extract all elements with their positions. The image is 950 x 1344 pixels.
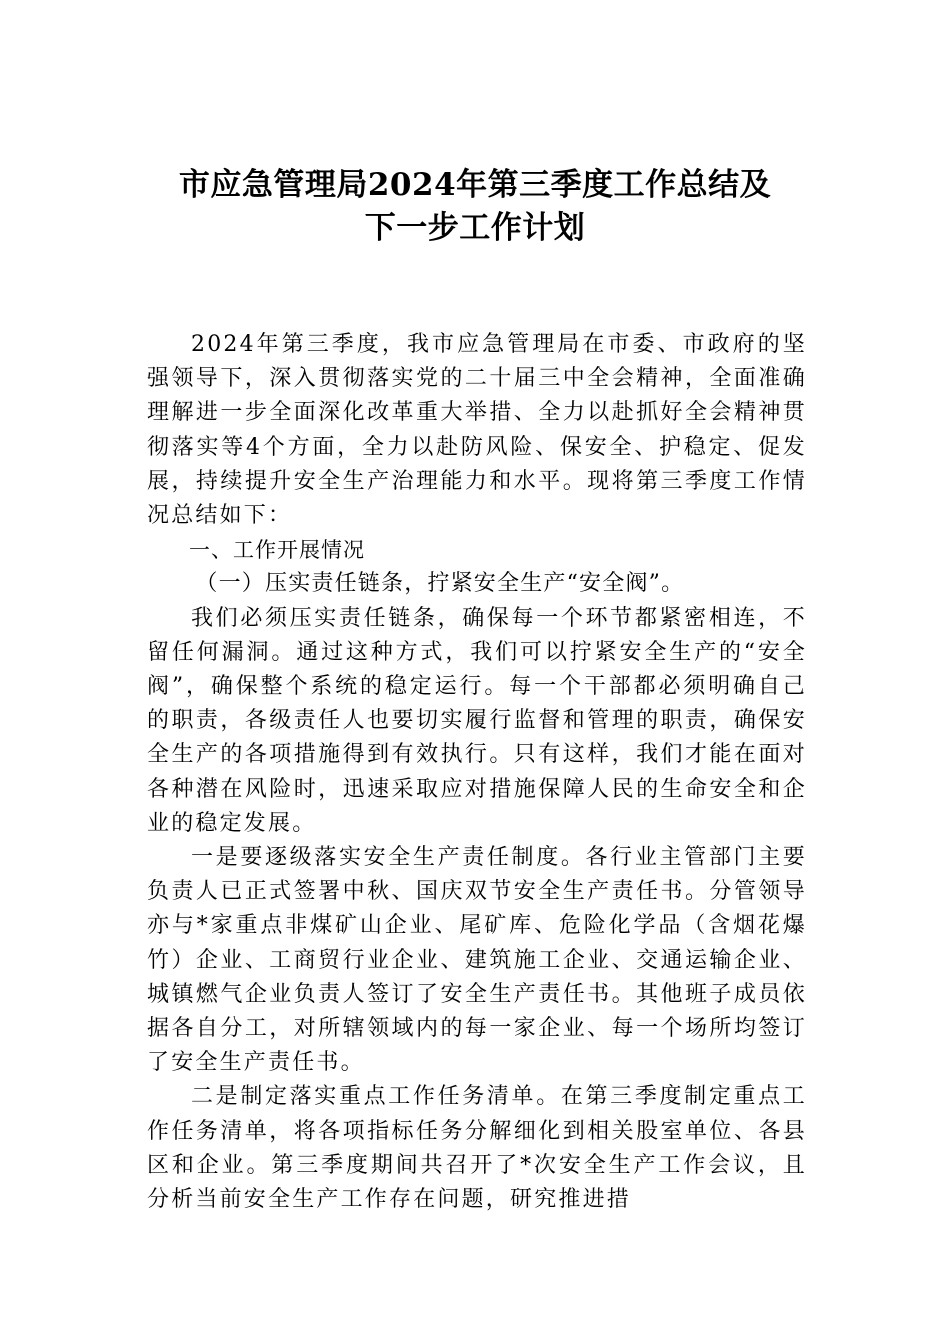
section-heading: 一、工作开展情况 xyxy=(189,538,365,563)
body-paragraph: 我们必须压实责任链条，确保每一个环节都紧密相连，不留任何漏洞。通过这种方式，我们可以拧紧安全生产的“安全阀”，确保整个系统的稳定运行。每一个干部都必须明确自己的职责，各级责任人也要切实履行监督和管理的职责，确保安全生产的各项措施得到有效执行。只有这样，我们才能在面对各种潜在风险时，迅速采取应对措施保障人民的生命安全和企业的稳定发展。 xyxy=(147,605,807,836)
body-paragraph: 二是制定落实重点工作任务清单。在第三季度制定重点工作任务清单，将各项指标任务分解细化到相关股室单位、各县区和企业。第三季度期间共召开了*次安全生产工作会议，且分析当前安全生产工作存在问题，研究推进措 xyxy=(147,1084,807,1213)
body-paragraph: 一是要逐级落实安全生产责任制度。各行业主管部门主要负责人已正式签署中秋、国庆双节安全生产责任书。分管领导亦与*家重点非煤矿山企业、尾矿库、危险化学品（含烟花爆竹）企业、工商贸行业企业、建筑施工企业、交通运输企业、城镇燃气企业负责人签订了安全生产责任书。其他班子成员依据各自分工，对所辖领域内的每一家企业、每一个场所均签订了安全生产责任书。 xyxy=(147,845,807,1076)
subsection-heading: （一）压实责任链条，拧紧安全生产“安全阀”。 xyxy=(195,571,685,597)
document-title-line-2: 下一步工作计划 xyxy=(364,210,586,246)
document-body xyxy=(147,328,807,1217)
document-title-line-1: 市应急管理局2024年第三季度工作总结及 xyxy=(178,167,772,203)
intro-paragraph: 2024年第三季度，我市应急管理局在市委、市政府的坚强领导下，深入贯彻落实党的二十届三中全会精神，全面准确理解进一步全面深化改革重大举措、全力以赴抓好全会精神贯彻落实等4个方面，全力以赴防风险、保安全、护稳定、促发展，持续提升安全生产治理能力和水平。现将第三季度工作情况总结如下： xyxy=(147,332,807,529)
